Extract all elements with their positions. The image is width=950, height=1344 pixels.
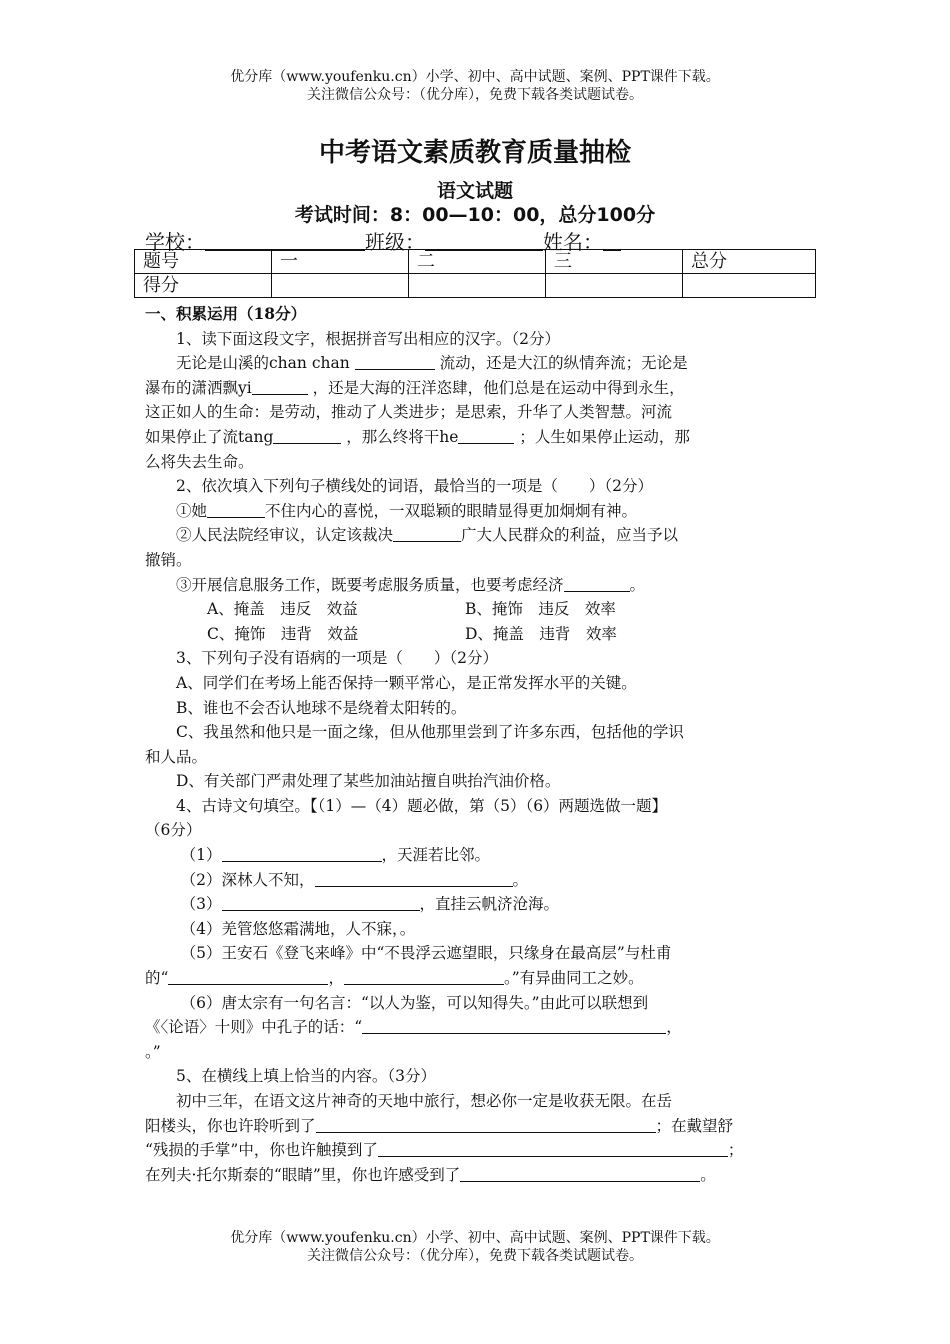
score-cell[interactable] — [272, 274, 409, 298]
text: ， — [328, 969, 344, 988]
text: 无论是山溪的chan chan — [176, 354, 355, 373]
score-header-cell: 题号 — [135, 250, 272, 274]
q2-sentence: 撤销。 — [145, 550, 192, 569]
q5-line — [145, 1114, 815, 1139]
option-b[interactable]: B、谁也不会否认地球不是绕着太阳转的。 — [176, 698, 467, 717]
question-5-title: 5、在横线上填上恰当的内容。（3分） — [176, 1067, 436, 1086]
q4-item — [145, 1015, 815, 1040]
class-label: 班级： — [365, 230, 425, 254]
option-d[interactable]: D、有关部门严肃处理了某些加油站擅自哄抬汽油价格。 — [176, 772, 561, 791]
text: 在列夫·托尔斯泰的“眼睛”里，你也许感受到了 — [145, 1165, 461, 1184]
q4-item: （4）羌管悠悠霜满地，人不寐，。 — [180, 919, 416, 938]
text: 的“ — [145, 969, 169, 988]
text: ； — [727, 1141, 744, 1160]
score-header-cell: 一 — [272, 250, 409, 274]
text: ；在戴望舒 — [655, 1116, 734, 1135]
q5-line — [145, 1163, 815, 1188]
q1-text-line: 么将失去生命。 — [145, 452, 254, 471]
text: ①她 — [176, 501, 208, 520]
text: 阳楼头，你也许聆听到了 — [145, 1116, 316, 1135]
answer-blank[interactable] — [222, 895, 420, 911]
answer-blank[interactable] — [316, 1117, 656, 1133]
option-c-continued: 和人品。 — [145, 747, 208, 766]
answer-blank[interactable] — [458, 428, 514, 444]
q1-text-line — [145, 376, 815, 401]
option-c[interactable]: C、掩饰 违背 效益 — [207, 624, 359, 643]
text: 广大人民群众的利益，应当予以 — [461, 526, 679, 545]
question-4-title: 4、古诗文句填空。【（1）—（4）题必做，第（5）（6）两题选做一题】 — [176, 796, 668, 815]
answer-blank[interactable] — [564, 576, 630, 592]
text: ，天涯若比邻。 — [381, 846, 491, 865]
score-header-cell: 二 — [409, 250, 546, 274]
q2-sentence — [145, 499, 815, 524]
text: ③开展信息服务工作，既要考虑服务质量，也要考虑经济 — [176, 575, 564, 594]
answer-blank[interactable] — [393, 526, 461, 542]
answer-blank[interactable] — [222, 846, 382, 862]
text: 不住内心的喜悦，一双聪颖的眼睛显得更加炯炯有神。 — [265, 501, 638, 520]
answer-blank[interactable] — [207, 502, 265, 518]
text: 如果停止了流tang — [145, 427, 274, 446]
exam-body — [145, 302, 815, 1187]
score-table-header-row — [135, 250, 816, 274]
question-3-title: 3、下列句子没有语病的一项是（ ）（2分） — [176, 649, 498, 668]
school-label: 学校： — [145, 230, 205, 254]
text: ；人生如果停止运动，那 — [514, 427, 690, 446]
text: ，还是大海的汪洋恣肆，他们总是在运动中得到永生， — [307, 378, 685, 397]
question-2-title: 2、依次填入下列句子横线处的词语，最恰当的一项是（ ）（2分） — [176, 477, 653, 496]
q4-item: （5）王安石《登飞来峰》中“不畏浮云遮望眼，只缘身在最高层”与杜甫 — [180, 944, 672, 963]
text: （1） — [180, 846, 222, 865]
q1-text-line — [145, 425, 815, 450]
text: 。 — [700, 1165, 716, 1184]
text: ，直挂云帆济沧海。 — [419, 895, 560, 914]
score-header-cell: 三 — [546, 250, 683, 274]
score-cell[interactable] — [409, 274, 546, 298]
header-line-2: 关注微信公众号：（优分库），免费下载各类试题试卷。 — [307, 87, 643, 103]
answer-blank[interactable] — [355, 354, 435, 370]
name-label: 姓名： — [543, 230, 603, 254]
q4-item — [145, 868, 815, 893]
q1-text-line: 这正如人的生命：是劳动，推动了人类进步；是思索，升华了人类智慧。河流 — [145, 403, 673, 422]
footer-line-2: 关注微信公众号：（优分库），免费下载各类试题试卷。 — [307, 1248, 643, 1264]
q2-options-row — [145, 622, 815, 647]
section-heading: 一、积累运用（18分） — [145, 304, 307, 323]
score-table-score-row — [135, 274, 816, 298]
question-4-score: （6分） — [145, 821, 202, 840]
score-cell[interactable] — [683, 274, 816, 298]
score-row-label: 得分 — [135, 274, 272, 298]
q4-item — [145, 843, 815, 868]
option-a[interactable]: A、掩盖 违反 效益 — [207, 600, 358, 619]
text: 瀑布的潇洒飘yi — [145, 378, 252, 397]
q4-item — [145, 892, 815, 917]
footer-line-1: 优分库（www.youfenku.cn）小学、初中、高中试题、案例、PPT课件下载。 — [230, 1230, 720, 1246]
text: ②人民法院经审议，认定该裁决 — [176, 526, 394, 545]
question-1-title: 1、读下面这段文字，根据拼音写出相应的汉字。（2分） — [176, 329, 560, 348]
answer-blank[interactable] — [362, 1018, 666, 1034]
answer-blank[interactable] — [168, 969, 328, 985]
text: 《〈论语〉十则》中孔子的话：“ — [145, 1018, 363, 1037]
text: ， — [666, 1018, 682, 1037]
q4-item: 。” — [145, 1042, 161, 1061]
page-subtitle: 语文试题 — [436, 180, 513, 202]
text: 。 — [629, 575, 646, 594]
answer-blank[interactable] — [315, 871, 513, 887]
text: 。 — [512, 870, 529, 889]
text: “残损的手掌”中，你也许触摸到了 — [145, 1141, 378, 1160]
text: （3） — [180, 895, 222, 914]
header-line-1: 优分库（www.youfenku.cn）小学、初中、高中试题、案例、PPT课件下载。 — [230, 69, 720, 85]
score-cell[interactable] — [546, 274, 683, 298]
q4-item — [145, 966, 815, 991]
q2-sentence — [145, 573, 815, 598]
q1-text-line — [145, 351, 815, 376]
answer-blank[interactable] — [378, 1141, 728, 1157]
answer-blank[interactable] — [460, 1166, 700, 1182]
text: （2）深林人不知， — [180, 870, 315, 889]
option-a[interactable]: A、同学们在考场上能否保持一颗平常心，是正常发挥水平的关键。 — [176, 673, 637, 692]
option-d[interactable]: D、掩盖 违背 效率 — [465, 624, 617, 643]
score-table — [134, 249, 816, 298]
q2-options-row — [145, 597, 815, 622]
text: 流动，还是大江的纵情奔流；无论是 — [434, 354, 688, 373]
score-header-cell: 总分 — [683, 250, 816, 274]
option-c[interactable]: C、我虽然和他只是一面之缘，但从他那里尝到了许多东西，包括他的学识 — [176, 723, 684, 742]
text: 。”有异曲同工之妙。 — [503, 969, 644, 988]
answer-blank[interactable] — [252, 379, 308, 395]
q2-sentence — [145, 523, 815, 548]
page-title: 中考语文素质教育质量抽检 — [318, 138, 631, 168]
q5-line — [145, 1138, 815, 1163]
answer-blank[interactable] — [344, 969, 504, 985]
text: ，那么终将干he — [341, 427, 459, 446]
answer-blank[interactable] — [273, 428, 341, 444]
option-b[interactable]: B、掩饰 违反 效率 — [465, 600, 616, 619]
exam-time: 考试时间：8：00—10：00，总分100分 — [294, 204, 656, 226]
q4-item: （6）唐太宗有一句名言：“以人为鉴，可以知得失。”由此可以联想到 — [180, 993, 649, 1012]
q5-line: 初中三年，在语文这片神奇的天地中旅行，想必你一定是收获无限。在岳 — [176, 1092, 673, 1110]
